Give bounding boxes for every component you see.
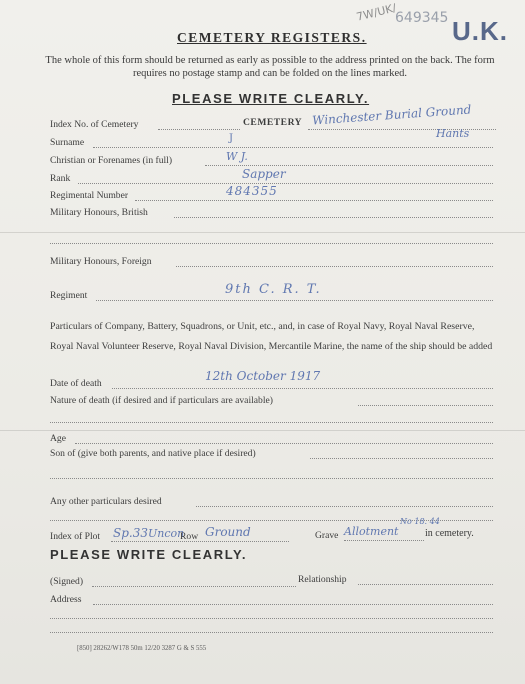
please-write-clearly-bottom: PLEASE WRITE CLEARLY. xyxy=(50,547,248,562)
label-son-of: Son of (give both parents, and native place if desired) xyxy=(50,448,256,459)
honours-british-line-2[interactable] xyxy=(50,243,493,244)
other-particulars-line[interactable] xyxy=(196,506,493,507)
label-regimental-number: Regimental Number xyxy=(50,190,129,201)
label-regiment: Regiment xyxy=(50,290,88,301)
forenames-value: W J. xyxy=(226,150,248,163)
label-other-particulars: Any other particulars desired xyxy=(50,496,162,507)
nature-of-death-line[interactable] xyxy=(358,405,493,406)
reference-number: 649345 xyxy=(395,10,449,26)
age-line[interactable] xyxy=(75,443,493,444)
index-of-plot-value: Sp.33 xyxy=(113,526,148,540)
label-in-cemetery: in cemetery. xyxy=(425,528,474,539)
label-forenames: Christian or Forenames (in full) xyxy=(50,155,173,166)
particulars-company-text: Particulars of Company, Battery, Squadrons, or Unit, etc., and, in case of Royal Navy, Royal Naval Reserve, Royal Naval Volunteer Reserve, Royal Naval Division, Mercantile Marine, the name of the ship should be added xyxy=(50,321,493,352)
regiment-line[interactable] xyxy=(96,300,493,301)
forenames-line[interactable] xyxy=(205,165,493,166)
son-of-line-2[interactable] xyxy=(50,478,493,479)
label-index-no: Index No. of Cemetery xyxy=(50,119,139,130)
grave-line[interactable] xyxy=(344,540,424,541)
nature-of-death-line-2[interactable] xyxy=(50,422,493,423)
grave-number-value: No 18. 44 xyxy=(400,517,440,526)
regiment-value: 9th C. R. T. xyxy=(225,282,322,297)
label-address: Address xyxy=(50,594,82,605)
label-honours-british: Military Honours, British xyxy=(50,207,148,218)
rank-value: Sapper xyxy=(242,167,286,181)
surname-line[interactable] xyxy=(93,147,493,148)
form-title: CEMETERY REGISTERS. xyxy=(177,30,367,45)
label-index-of-plot: Index of Plot xyxy=(50,531,101,542)
label-row: Row xyxy=(180,531,199,542)
index-no-line[interactable] xyxy=(158,129,240,130)
regimental-number-line[interactable] xyxy=(135,200,493,201)
date-of-death-line[interactable] xyxy=(112,388,493,389)
cemetery-value: Winchester Burial Ground xyxy=(311,102,472,128)
pencil-reference: 7W/UK/ xyxy=(355,1,398,24)
label-cemetery: CEMETERY xyxy=(243,117,303,128)
label-age: Age xyxy=(50,433,66,444)
address-line-3[interactable] xyxy=(50,632,493,633)
son-of-line[interactable] xyxy=(310,458,493,459)
fold-line xyxy=(0,430,525,431)
label-honours-foreign: Military Honours, Foreign xyxy=(50,256,152,267)
honours-foreign-line[interactable] xyxy=(176,266,493,267)
label-nature-of-death: Nature of death (if desired and if particulars are available) xyxy=(50,395,273,406)
label-surname: Surname xyxy=(50,137,85,148)
signed-line[interactable] xyxy=(92,586,296,587)
label-signed: (Signed) xyxy=(50,576,84,587)
label-date-of-death: Date of death xyxy=(50,378,102,389)
please-write-clearly-top: PLEASE WRITE CLEARLY. xyxy=(172,91,370,106)
relationship-line[interactable] xyxy=(358,584,493,585)
label-grave: Grave xyxy=(315,530,339,541)
address-line[interactable] xyxy=(93,604,493,605)
country-stamp: U.K. xyxy=(452,16,508,46)
surname-value: J xyxy=(229,133,235,144)
grave-value: Allotment xyxy=(344,525,399,538)
intro-text: The whole of this form should be returned as early as possible to the address printed on the back. The form requires no postage stamp and can be folded on the lines marked. xyxy=(45,55,495,79)
honours-british-line[interactable] xyxy=(174,217,493,218)
label-relationship: Relationship xyxy=(298,574,347,585)
label-rank: Rank xyxy=(50,173,71,184)
row-value-2: Ground xyxy=(205,525,251,539)
cemetery-value-county: Hants xyxy=(436,127,470,140)
rank-line[interactable] xyxy=(78,183,493,184)
address-line-2[interactable] xyxy=(50,618,493,619)
row-value: Uncon xyxy=(148,527,185,540)
fold-line xyxy=(0,232,525,233)
date-of-death-value: 12th October 1917 xyxy=(205,369,321,383)
index-of-plot-line[interactable] xyxy=(111,541,289,542)
printer-imprint: [850] 28262/W178 50m 12/20 3287 G & S 555 xyxy=(77,645,207,652)
regimental-number-value: 484355 xyxy=(226,184,278,198)
